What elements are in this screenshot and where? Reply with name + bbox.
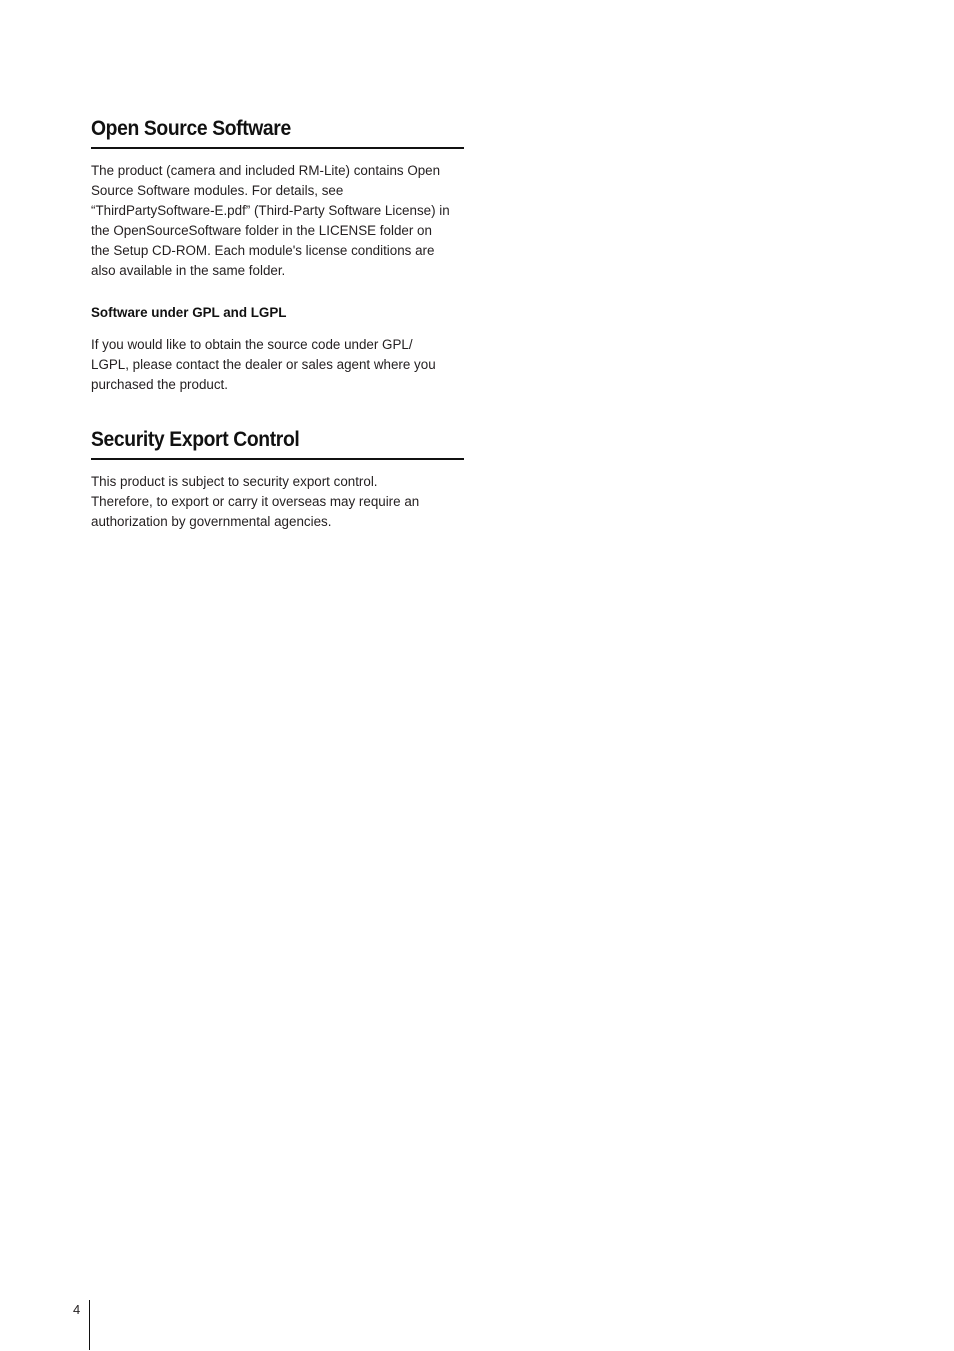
section-title-rule <box>91 458 464 460</box>
gpl-lgpl-paragraph: If you would like to obtain the source code under GPL/ LGPL, please contact the dealer or sales agent where you purchased the product. <box>91 337 436 392</box>
open-source-paragraph: The product (camera and included RM-Lite) contains Open Source Software modules. For details, see “ThirdPartySoftware-E.pdf” (Third-Party Software License) in the OpenSourceSoftware folder in the LICENSE folder on the Setup CD-ROM. Each module's license conditions are also available in the same folder. <box>91 163 450 278</box>
content-column <box>91 112 464 532</box>
security-export-paragraph: This product is subject to security export control. Therefore, to export or carry it overseas may require an authorization by governmental agencies. <box>91 474 420 529</box>
subheading-gpl-lgpl: Software under GPL and LGPL <box>91 305 287 320</box>
page-number: 4 <box>73 1302 81 1317</box>
section-open-source-software <box>91 112 464 395</box>
section-security-export-control <box>91 423 464 532</box>
section-title-security-export: Security Export Control <box>91 428 300 451</box>
section-title-open-source: Open Source Software <box>91 117 291 140</box>
page-number-rule <box>89 1300 90 1350</box>
section-title-rule <box>91 147 464 149</box>
